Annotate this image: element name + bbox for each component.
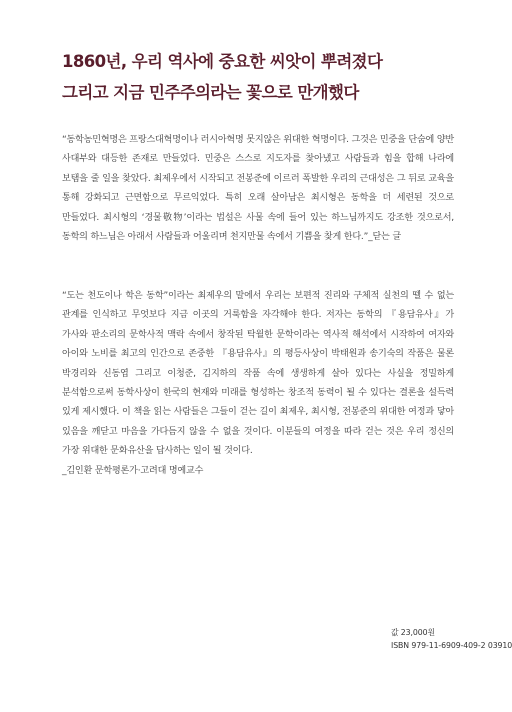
blurb-quote-2-attribution: _김인환 문학평론가·고려대 명예교수 — [62, 465, 204, 476]
cover-headline — [62, 46, 452, 108]
blurb-quote-2 — [62, 287, 454, 481]
price-isbn-block — [391, 626, 512, 652]
blurb-quote-1-text: “동학농민혁명은 프랑스대혁명이나 러시아혁명 못지않은 위대한 혁명이다. 그것은 민중을 단숨에 양반 사대부와 대등한 존재로 만들었다. 민중은 스스로 지도자를 찾아냈고 사람들과 힘을 합해 나라에 보탬을 줄 일을 찾았다. 최제우에서 시작되고 전봉준에 이르러 폭발한 우리의 근대성은 그 뒤로 교육을 통해 강화되고 근면함으로 무르익었다. 특히 오래 살아남은 최시형은 동학을 더 세련된 것으로 만들었다. 최시형의 ‘경물敬物’이라는 법설은 사물 속에 들어 있는 하느님까지도 강조한 것으로서, 동학의 하느님은 아래서 사람들과 어울리며 천지만물 속에서 기쁨을 찾게 한다.” — [62, 135, 454, 243]
headline-line-2: 그리고 지금 민주주의라는 꽃으로 만개했다 — [62, 83, 359, 102]
blurb-quote-1-attribution: _닫는 글 — [368, 232, 401, 243]
blurb-quote-2-text: “도는 천도이나 학은 동학”이라는 최제우의 말에서 우리는 보편적 진리와 구체적 실천의 뗄 수 없는 관계를 인식하고 무엇보다 지금 이곳의 거룩함을 자각해야 한다. 저자는 동학의 『용담유사』가 가사와 판소리의 문학사적 맥락 속에서 창작된 탁월한 문학이라는 역사적 해석에서 시작하여 여자와 아이와 노비를 최고의 인간으로 존중한 『용담유사』의 평등사상이 박태원과 송기숙의 작품은 물론 박경리와 신동엽 그리고 이청준, 김지하의 작품 속에 생생하게 살아 있다는 사실을 정밀하게 분석함으로써 동학사상이 한국의 현재와 미래를 형성하는 창조적 동력이 될 수 있다는 결론을 설득력 있게 제시했다. 이 책을 읽는 사람들은 그들이 걷는 길이 최제우, 최시형, 전봉준의 위대한 여정과 닿아 있음을 깨닫고 마음을 가다듬지 않을 수 없을 것이다. 이분들의 여정을 따라 걷는 것은 우리 정신의 가장 위대한 문화유산을 답사하는 일이 될 것이다. — [62, 291, 454, 457]
headline-line-1: 1860년, 우리 역사에 중요한 씨앗이 뿌려졌다 — [62, 52, 383, 71]
isbn-text: ISBN 979-11-6909-409-2 03910 — [391, 641, 512, 650]
price-text: 값 23,000원 — [391, 628, 435, 637]
blurb-quote-1 — [62, 131, 454, 247]
